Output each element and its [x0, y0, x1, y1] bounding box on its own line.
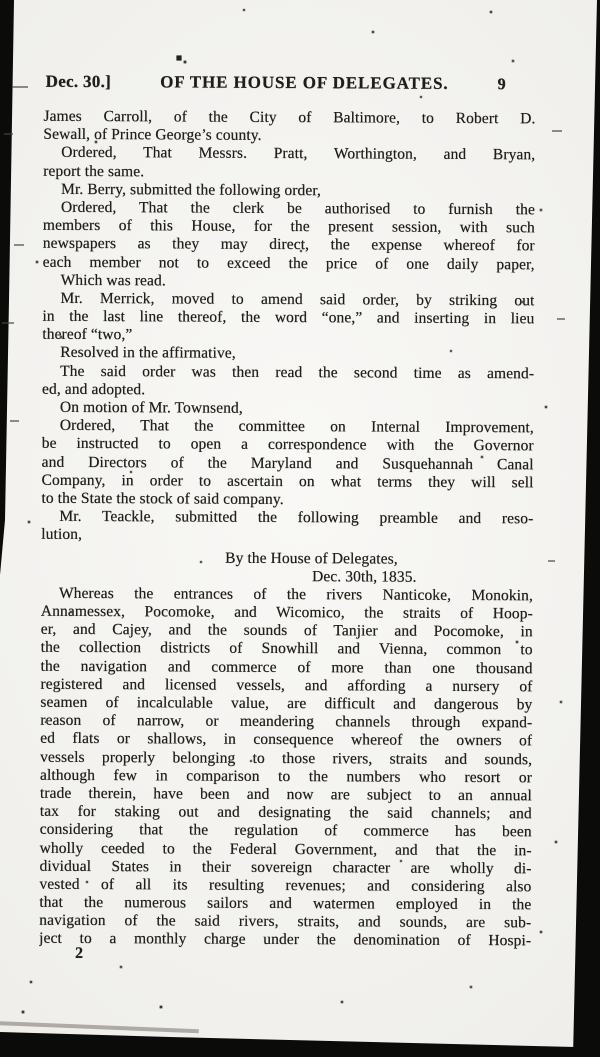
scan-mark: [12, 86, 28, 88]
text-line-17: On motion of Mr. Townsend,: [59, 398, 243, 417]
text-line-28: Annamessex, Pocomoke, and Wicomico, the straits of Hoop-: [40, 602, 533, 623]
scan-mark: [10, 420, 19, 422]
scan-mark: [2, 322, 14, 324]
header-date: Dec. 30.]: [45, 71, 112, 92]
text-line-26: Dec. 30th, 1835.: [311, 567, 417, 586]
text-line-22: to the State the stock of said company.: [41, 489, 284, 508]
text-line-7: members of this House, for the present session, with such: [42, 216, 535, 237]
text-line-9: each member not to exceed the price of one daily paper,: [42, 253, 535, 273]
text-line-18: Ordered, That the committee on Internal Improvement,: [59, 416, 534, 437]
text-line-6: Ordered, That the clerk be authorised to furnish the: [60, 198, 535, 219]
text-line-21: Company, in order to ascertain on what terms they will sell: [41, 471, 534, 491]
text-line-36: vessels properly belonging to those rivers, straits and sounds,: [39, 748, 533, 768]
text-line-24: lution,: [41, 525, 82, 544]
text-line-39: tax for staking out and designating the said channels; and: [39, 802, 532, 823]
text-line-10: Which was read.: [60, 271, 166, 289]
text-line-45: navigation of the said rivers, straits, and sounds, are sub-: [39, 911, 532, 932]
text-line-4: report the same.: [43, 162, 145, 180]
text-line-27: Whereas the entrances of the rivers Nanticoke, Monokin,: [58, 584, 533, 605]
text-line-31: the navigation and commerce of more than one thousand: [40, 657, 533, 677]
text-line-3: Ordered, That Messrs. Pratt, Worthington, and Bryan,: [61, 144, 536, 164]
scan-mark: [4, 133, 13, 135]
text-line-32: registered and licensed vessels, and affording a nursery of: [40, 675, 533, 696]
text-line-37: although few in comparison to the numbers who resort or: [39, 766, 532, 786]
text-line-23: Mr. Teackle, submitted the following preamble and reso-: [59, 507, 534, 528]
scan-mark: [14, 244, 24, 246]
scan-mark: [557, 318, 565, 320]
text-line-38: trade therein, have been and now are subject to an annual: [39, 784, 532, 805]
text-line-8: newspapers as they may direct, the expense whereof for: [42, 234, 535, 255]
text-line-35: ed flats or shallows, in consequence whereof the owners of: [40, 730, 533, 750]
text-line-15: The said order was then read the second time as amend-: [60, 362, 535, 382]
text-line-46: ject to a monthly charge under the denomination of Hospi-: [39, 930, 532, 950]
text-line-43: vested of all its resulting revenues; and considering also: [39, 875, 532, 896]
text-line-14: Resolved in the affirmative,: [60, 344, 236, 363]
text-line-2: Sewall, of Prince George’s county.: [43, 125, 262, 144]
page-body: [39, 108, 535, 951]
text-line-13: thereof “two,”: [42, 325, 133, 344]
text-line-20: and Directors of the Maryland and Susquehannah Canal: [41, 453, 534, 473]
scan-mark: [552, 130, 562, 132]
text-line-19: be instructed to open a correspondence with the Governor: [41, 435, 534, 455]
text-line-41: wholly ceeded to the Federal Government, and that the in-: [39, 839, 532, 859]
text-line-33: seamen of incalculable value, are difficult and dangerous by: [40, 693, 533, 714]
header-title: OF THE HOUSE OF DELEGATES.: [160, 72, 449, 93]
scan-noise: [0, 0, 2, 2]
text-line-29: er, and Cajey, and the sounds of Tanjier and Pocomoke, in: [40, 620, 533, 641]
text-line-12: in the last line thereof, the word “one,” and inserting in lieu: [42, 307, 535, 328]
text-line-16: ed, and adopted.: [41, 380, 146, 399]
text-line-11: Mr. Merrick, moved to amend said order, by striking out: [60, 289, 535, 310]
page-header: [46, 72, 510, 94]
text-line-42: dividual States in their sovereign character are wholly di-: [39, 857, 532, 877]
text-line-1: James Carroll, of the City of Baltimore, to Robert D.: [43, 107, 536, 128]
text-line-5: Mr. Berry, submitted the following order,: [60, 180, 321, 199]
signature-mark: 2: [74, 944, 84, 962]
text-line-40: considering that the regulation of commerce has been: [39, 820, 532, 841]
header-page-number: 9: [497, 76, 506, 94]
scan-mark: [548, 560, 555, 562]
text-line-25: By the House of Delegates,: [225, 549, 398, 568]
text-line-30: the collection districts of Snowhill and Vienna, common to: [40, 639, 533, 659]
text-line-34: reason of narrow, or meandering channels through expand-: [40, 711, 533, 732]
text-line-44: that the numerous sailors and watermen employed in the: [39, 893, 532, 914]
